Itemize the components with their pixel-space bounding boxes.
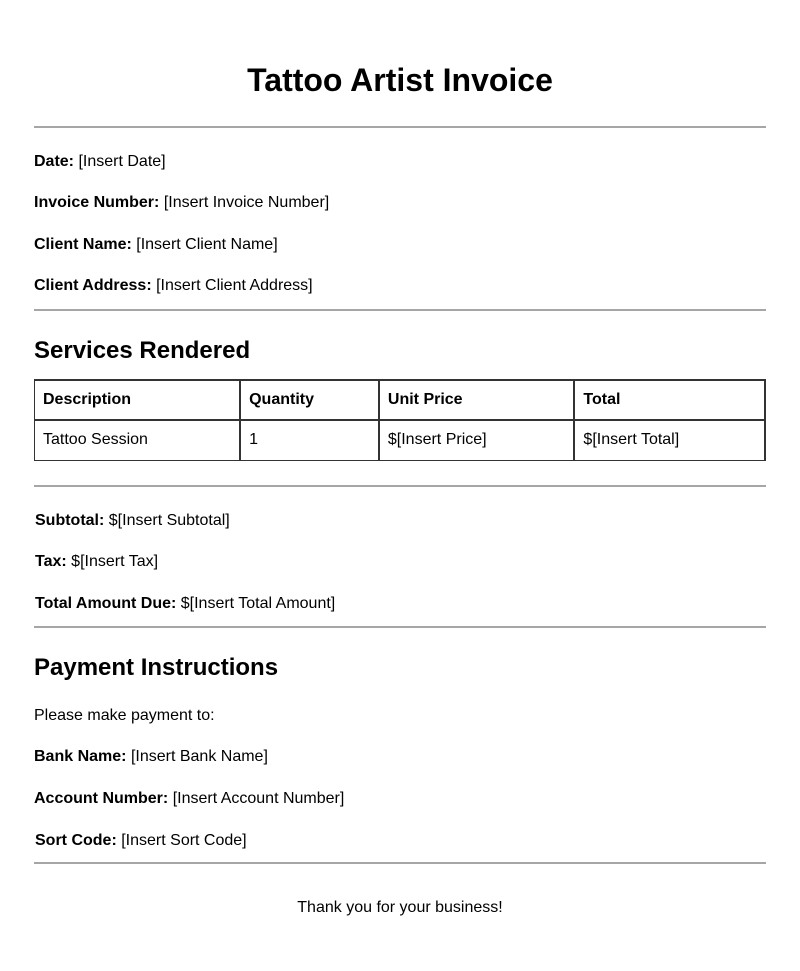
column-header-quantity: Quantity [240, 380, 379, 420]
cell-total: $[Insert Total] [574, 420, 765, 460]
account-number-value: [Insert Account Number] [172, 790, 345, 807]
divider [34, 126, 766, 128]
table-header-row [35, 380, 766, 420]
account-number-label: Account Number: [34, 790, 169, 807]
tax-field [35, 552, 158, 572]
column-header-total: Total [574, 380, 765, 420]
sort-code-value: [Insert Sort Code] [121, 832, 247, 849]
client-address-field [34, 276, 313, 296]
column-header-description: Description [35, 380, 241, 420]
invoice-number-value: [Insert Invoice Number] [163, 194, 330, 211]
divider [34, 626, 766, 628]
bank-name-label: Bank Name: [34, 748, 127, 765]
client-name-label: Client Name: [34, 236, 132, 253]
invoice-number-label: Invoice Number: [34, 194, 160, 211]
bank-name-value: [Insert Bank Name] [130, 748, 268, 765]
subtotal-field [35, 511, 230, 531]
date-label: Date: [34, 153, 75, 170]
divider [34, 485, 766, 487]
subtotal-label: Subtotal: [35, 512, 105, 529]
services-heading: Services Rendered [34, 337, 251, 364]
sort-code-field [35, 831, 247, 851]
subtotal-value: $[Insert Subtotal] [108, 512, 230, 529]
tax-label: Tax: [35, 553, 67, 570]
total-due-value: $[Insert Total Amount] [180, 595, 336, 612]
account-number-field [34, 789, 344, 809]
table-row [35, 420, 766, 460]
tax-value: $[Insert Tax] [71, 553, 159, 570]
payment-intro: Please make payment to: [34, 707, 215, 724]
payment-heading: Payment Instructions [34, 654, 279, 681]
client-name-field [34, 235, 278, 255]
services-table [34, 379, 766, 461]
cell-description: Tattoo Session [35, 420, 241, 460]
column-header-unit-price: Unit Price [379, 380, 575, 420]
invoice-number-field [34, 193, 329, 213]
cell-quantity: 1 [240, 420, 379, 460]
sort-code-label: Sort Code: [35, 832, 117, 849]
client-name-value: [Insert Client Name] [136, 236, 278, 253]
cell-unit-price: $[Insert Price] [379, 420, 575, 460]
divider [34, 862, 766, 864]
page-title: Tattoo Artist Invoice [247, 62, 553, 98]
total-due-field [35, 594, 335, 614]
client-address-value: [Insert Client Address] [156, 277, 313, 294]
date-value: [Insert Date] [78, 153, 166, 170]
bank-name-field [34, 747, 268, 767]
total-due-label: Total Amount Due: [35, 595, 177, 612]
date-field [34, 152, 166, 172]
divider [34, 309, 766, 311]
client-address-label: Client Address: [34, 277, 152, 294]
thank-you-note: Thank you for your business! [297, 899, 503, 916]
